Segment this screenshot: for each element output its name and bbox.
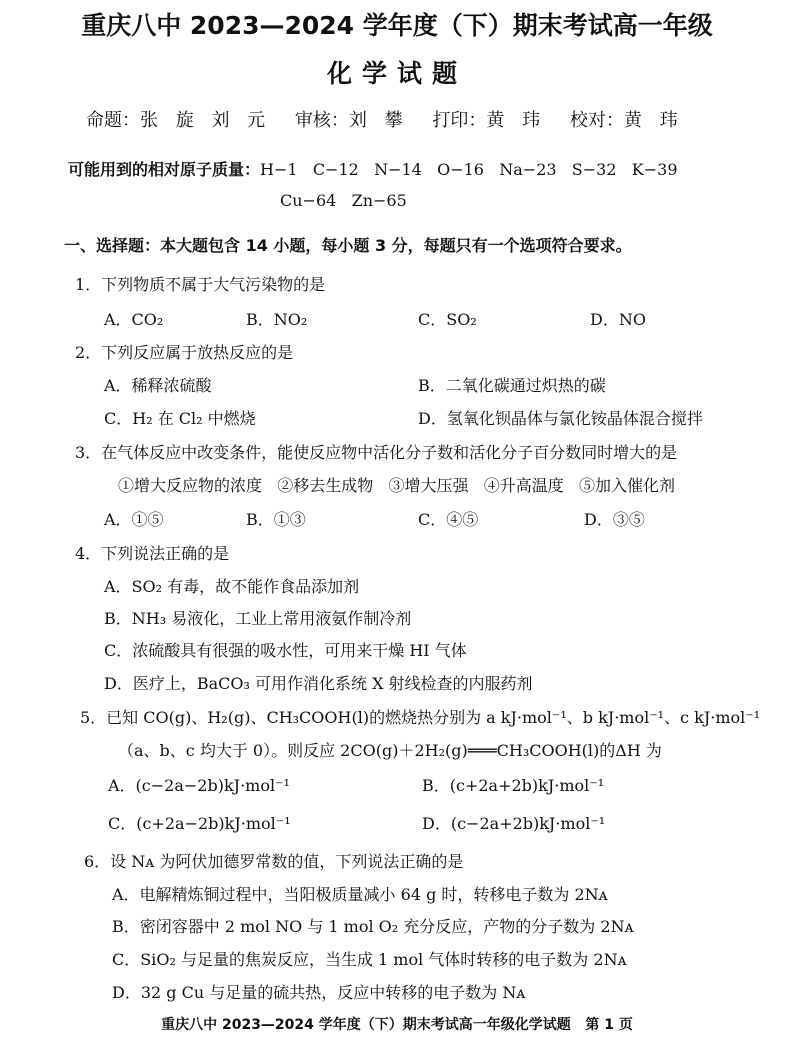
q4-option-d: D．医疗上，BaCO₃ 可用作消化系统 X 射线检查的内服药剂 [104,674,533,693]
page-footer: 重庆八中 2023—2024 学年度（下）期末考试高一年级化学试题 第 1 页 [161,1017,633,1033]
proofreader-label: 校对： [569,110,624,131]
q3-option-c: C．④⑤ [418,510,479,529]
atomic-mass-line-2: Cu−64 Zn−65 [280,191,407,210]
q2-stem: 2．下列反应属于放热反应的是 [75,343,294,362]
q5-option-a: A．(c−2a−2b)kJ·mol⁻¹ [108,776,290,795]
exam-title: 重庆八中 2023—2024 学年度（下）期末考试高一年级 [81,11,713,40]
q5-option-b: B．(c+2a+2b)kJ·mol⁻¹ [422,776,605,795]
q4-option-b: B．NH₃ 易液化，工业上常用液氨作制冷剂 [104,609,412,628]
staff-line [86,106,684,132]
q3-option-a: A．①⑤ [104,510,164,529]
q5-option-d: D．(c−2a+2b)kJ·mol⁻¹ [422,814,606,833]
q4-stem: 4．下列说法正确的是 [75,544,230,563]
q1-option-c: C．SO₂ [418,310,477,329]
q1-stem: 1．下列物质不属于大气污染物的是 [75,275,326,294]
q2-option-d: D．氢氧化钡晶体与氯化铵晶体混合搅拌 [418,409,703,428]
printer: 黄 玮 [486,110,547,131]
atomic-mass-values: H−1 C−12 N−14 O−16 Na−23 S−32 K−39 [260,160,678,179]
q3-stem: 3．在气体反应中改变条件，能使反应物中活化分子数和活化分子百分数同时增大的是 [75,443,678,462]
q1-option-a: A．CO₂ [104,310,164,329]
q6-option-c: C．SiO₂ 与足量的焦炭反应，当生成 1 mol 气体时转移的电子数为 2Nᴀ [112,950,627,969]
atomic-mass-line [68,157,678,180]
q3-conditions: ①增大反应物的浓度 ②移去生成物 ③增大压强 ④升高温度 ⑤加入催化剂 [118,476,676,495]
q2-option-b: B．二氧化碳通过炽热的碳 [418,376,606,395]
proofreader: 黄 玮 [623,110,684,131]
q2-option-a: A．稀释浓硫酸 [104,376,212,395]
q1-option-b: B．NO₂ [246,310,308,329]
q3-option-d: D．③⑤ [584,510,645,529]
exam-subtitle: 化学试题 [326,59,467,88]
q5-option-c: C．(c+2a−2b)kJ·mol⁻¹ [108,814,291,833]
q6-option-d: D．32 g Cu 与足量的硫共热，反应中转移的电子数为 Nᴀ [112,983,526,1002]
q6-stem: 6．设 Nᴀ 为阿伏加德罗常数的值，下列说法正确的是 [84,852,464,871]
q4-option-a: A．SO₂ 有毒，故不能作食品添加剂 [104,577,360,596]
q5-stem-line1: 5．已知 CO(g)、H₂(g)、CH₃COOH(l)的燃烧热分别为 a kJ·mol⁻¹、b kJ·mol⁻¹、c kJ·mol⁻¹ [80,708,761,727]
reviewer-label: 审核： [294,110,349,131]
q3-option-b: B．①③ [246,510,306,529]
q5-stem-line2: （a、b、c 均大于 0）。则反应 2CO(g)＋2H₂(g)═══CH₃COOH(l)的ΔH 为 [118,741,662,760]
section-heading: 一、选择题：本大题包含 14 小题，每小题 3 分，每题只有一个选项符合要求。 [64,236,632,255]
q6-option-b: B．密闭容器中 2 mol NO 与 1 mol O₂ 充分反应，产物的分子数为 2Nᴀ [112,917,634,936]
q6-option-a: A．电解精炼铜过程中，当阳极质量减小 64 g 时，转移电子数为 2Nᴀ [112,885,608,904]
atomic-mass-label: 可能用到的相对原子质量： [68,160,261,179]
proposer: 张 旋 刘 元 [140,110,272,131]
q2-option-c: C．H₂ 在 Cl₂ 中燃烧 [104,409,256,428]
printer-label: 打印： [432,110,487,131]
reviewer: 刘 攀 [348,110,409,131]
q1-option-d: D．NO [590,310,646,329]
proposer-label: 命题： [86,110,140,131]
q4-option-c: C．浓硫酸具有很强的吸水性，可用来干燥 HI 气体 [104,641,467,660]
